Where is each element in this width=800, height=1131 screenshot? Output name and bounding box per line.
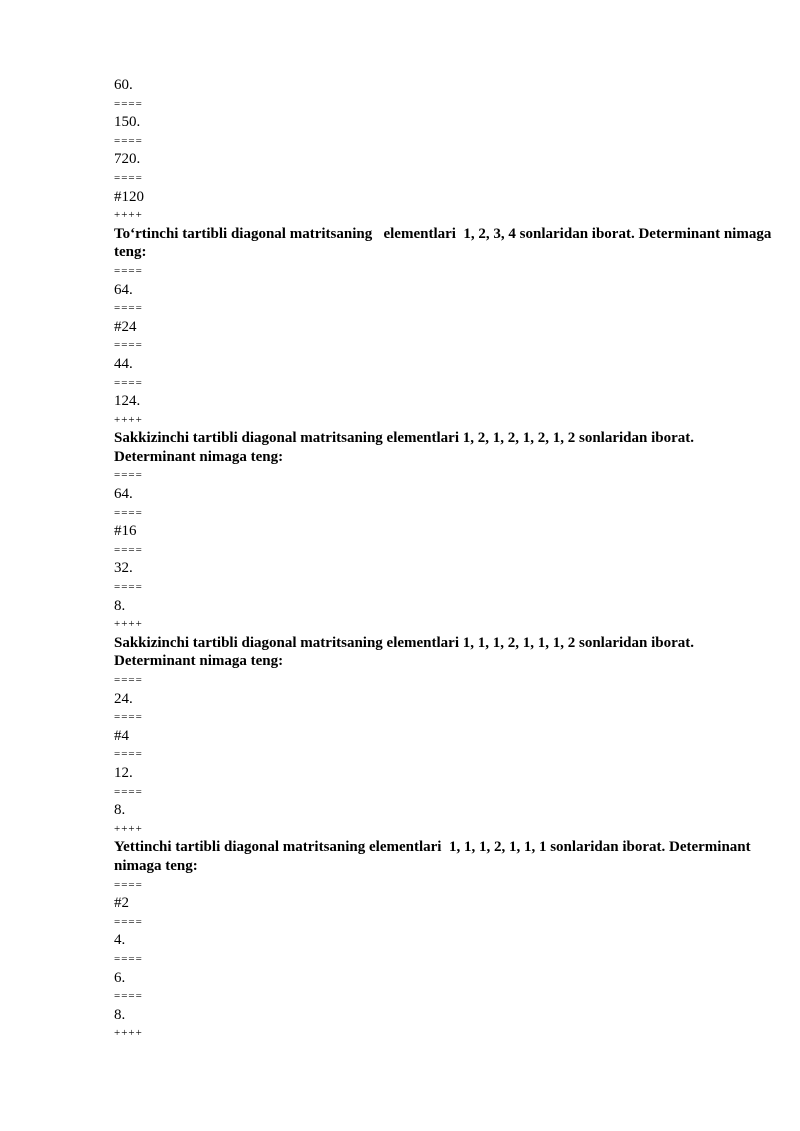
question-separator: ++++ — [114, 413, 143, 426]
answer-option: 64. — [114, 281, 133, 298]
answer-separator: ==== — [114, 134, 143, 147]
answer-separator: ==== — [114, 264, 143, 277]
answer-option: #2 — [114, 895, 129, 912]
answer-separator: ==== — [114, 674, 143, 686]
answer-option: 124. — [114, 393, 141, 410]
answer-option: 8. — [114, 597, 126, 614]
answer-option: #24 — [114, 318, 137, 335]
question-text: Sakkizinchi tartibli diagonal matritsaning elementlari 1, 1, 1, 2, 1, 1, 1, 2 sonlaridan iborat. Determinant nimaga teng: — [114, 634, 698, 670]
question-text: To‘rtinchi tartibli diagonal matritsaning elementlari 1, 2, 3, 4 sonlaridan iborat. Determinant nimaga teng: — [114, 225, 776, 261]
question-separator: ++++ — [114, 1027, 143, 1040]
question-text: Yettinchi tartibli diagonal matritsaning elementlari 1, 1, 1, 2, 1, 1, 1 sonlaridan iborat. Determinant nimaga teng: — [114, 839, 755, 874]
question-text: Sakkizinchi tartibli diagonal matritsaning elementlari 1, 2, 1, 2, 1, 2, 1, 2 sonlaridan iborat. Determinant nimaga teng: — [114, 430, 698, 465]
answer-option: 720. — [114, 151, 141, 168]
answer-separator: ==== — [114, 302, 143, 315]
answer-separator: ==== — [114, 990, 143, 1003]
answer-option: 6. — [114, 969, 126, 986]
answer-option: 44. — [114, 355, 133, 372]
answer-option: 4. — [114, 932, 126, 949]
question-separator: ++++ — [114, 209, 143, 222]
answer-option: #16 — [114, 523, 137, 540]
answer-option: 150. — [114, 114, 141, 131]
answer-option: 8. — [114, 1006, 126, 1023]
answer-separator: ==== — [114, 171, 143, 184]
answer-option: 8. — [114, 802, 126, 819]
answer-option: 64. — [114, 486, 133, 503]
answer-separator: ==== — [114, 376, 143, 389]
answer-separator: ==== — [114, 506, 143, 519]
answer-separator: ==== — [114, 915, 143, 928]
answer-option: 32. — [114, 560, 133, 577]
document-body — [114, 76, 774, 1043]
answer-separator: ==== — [114, 878, 143, 891]
answer-separator: ==== — [114, 97, 143, 110]
answer-separator: ==== — [114, 469, 143, 482]
answer-separator: ==== — [114, 339, 143, 352]
answer-separator: ==== — [114, 785, 143, 798]
question-separator: ++++ — [114, 822, 143, 835]
answer-separator: ==== — [114, 543, 143, 556]
answer-option: 24. — [114, 690, 133, 707]
answer-separator: ==== — [114, 711, 143, 724]
answer-separator: ==== — [114, 952, 143, 965]
answer-separator: ==== — [114, 581, 143, 594]
answer-separator: ==== — [114, 748, 143, 761]
answer-option: #120 — [114, 188, 144, 205]
answer-option: 12. — [114, 764, 133, 781]
answer-option: 60. — [114, 77, 133, 93]
answer-option: #4 — [114, 727, 129, 744]
question-separator: ++++ — [114, 618, 143, 631]
